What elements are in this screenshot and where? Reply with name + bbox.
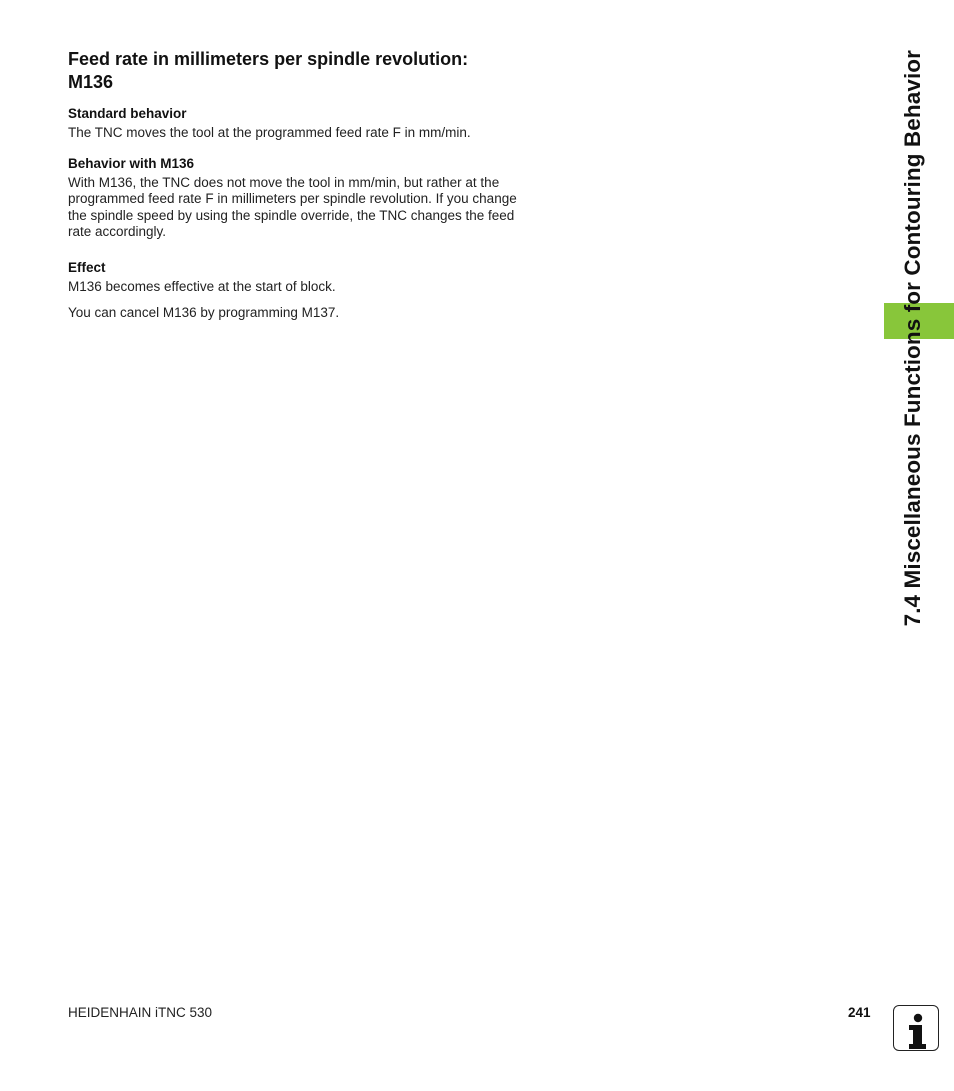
page-number: 241 bbox=[848, 1005, 871, 1020]
paragraph: The TNC moves the tool at the programmed feed rate F in mm/min. bbox=[68, 125, 471, 140]
chapter-side-title-container bbox=[891, 50, 935, 690]
section-title: Standard behavior bbox=[68, 106, 187, 121]
paragraph: With M136, the TNC does not move the tool in mm/min, but rather at the programmed feed rate F in millimeters per spindle revolution. If you change the spindle speed by using the spindle override, the TNC changes the feed rate accordingly. bbox=[68, 175, 517, 239]
section-behavior-with-m136 bbox=[68, 155, 518, 240]
section-standard-behavior bbox=[68, 105, 518, 141]
section-effect bbox=[68, 259, 518, 321]
section-title: Effect bbox=[68, 260, 106, 276]
page-content bbox=[68, 48, 518, 335]
info-icon bbox=[893, 1005, 939, 1051]
footer-product-name: HEIDENHAIN iTNC 530 bbox=[68, 1005, 213, 1020]
page-title-line-2: M136 bbox=[68, 72, 114, 92]
paragraph: You can cancel M136 by programming M137. bbox=[68, 305, 340, 321]
page-title-line-1: Feed rate in millimeters per spindle revolution: bbox=[68, 49, 469, 69]
section-title: Behavior with M136 bbox=[68, 156, 195, 172]
chapter-side-title: 7.4 Miscellaneous Functions for Contouring Behavior bbox=[900, 50, 925, 627]
page-title bbox=[68, 48, 518, 94]
paragraph: M136 becomes effective at the start of block. bbox=[68, 279, 336, 295]
